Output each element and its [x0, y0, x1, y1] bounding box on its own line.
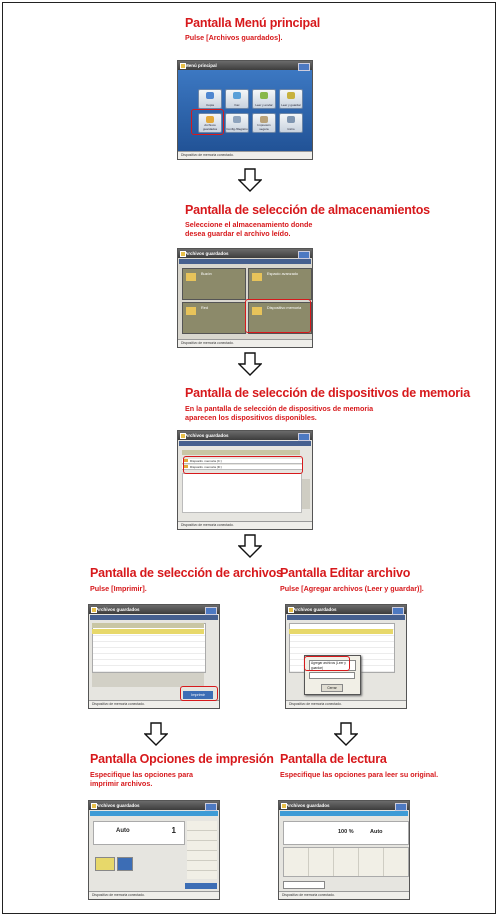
highlight-memory-device: [245, 299, 311, 333]
add-files-menu-item[interactable]: Agregar archivos (Leer y guardar): [309, 660, 356, 671]
stored-files-tile[interactable]: Archivos guardados: [198, 113, 222, 133]
print-button[interactable]: Imprimir: [183, 691, 213, 699]
edit-menu-item[interactable]: [309, 672, 355, 679]
paper-value: Auto: [116, 828, 130, 834]
step-title-file-select: Pantalla de selección de archivos: [90, 566, 283, 580]
device-list-empty-area: [182, 473, 302, 513]
counter-button[interactable]: [205, 803, 217, 811]
step-instruction-print-line2: imprimir archivos.: [90, 779, 153, 788]
secure-print-tile[interactable]: Impresión segura: [252, 113, 276, 133]
storage-option-advanced[interactable]: Espacio avanzado: [248, 268, 312, 300]
screen-header: Archivos guardados: [178, 431, 312, 440]
scan-store-tile[interactable]: Leer y guardar: [279, 89, 303, 109]
step-title-storage-select: Pantalla de selección de almacenamientos: [185, 203, 430, 217]
paper-value: Auto: [370, 829, 383, 835]
screen-footer: Dispositivo de memoria conectado.: [178, 339, 312, 347]
options-side-buttons[interactable]: [187, 821, 217, 879]
step-title-main-menu: Pantalla Menú principal: [185, 16, 321, 30]
network-icon: [186, 307, 196, 315]
folder-icon: [180, 433, 186, 439]
screen-strip: [90, 615, 218, 620]
screen-strip: [280, 811, 408, 816]
step-instruction-print-line1: Especifique las opciones para: [90, 770, 194, 779]
home-icon: [180, 63, 186, 69]
screen-header: Archivos guardados: [89, 801, 219, 810]
counter-button[interactable]: [298, 251, 310, 259]
highlight-print-button: [180, 686, 218, 701]
scan-store-icon: [287, 92, 295, 99]
screen-footer: Dispositivo de memoria conectado.: [89, 700, 219, 708]
printer-icon: [260, 116, 268, 123]
step-title-scan: Pantalla de lectura: [280, 752, 387, 766]
highlight-device-list: [183, 456, 303, 474]
scan-screen: [278, 800, 410, 900]
highlight-stored-files: [191, 109, 224, 135]
counter-button[interactable]: [395, 803, 407, 811]
step-title-print-options: Pantalla Opciones de impresión: [90, 752, 274, 766]
copy-icon: [206, 92, 214, 99]
screen-footer: Dispositivo de memoria conectado.: [279, 891, 409, 899]
scrollbar[interactable]: [302, 479, 310, 509]
file-actions-bar: [92, 673, 204, 687]
counter-button[interactable]: [298, 63, 310, 71]
gear-icon: [233, 116, 241, 123]
device-row[interactable]: Dispositiv. memoria (D:): [182, 465, 302, 470]
screen-header: Archivos guardados: [286, 605, 406, 614]
down-arrow-icon: [334, 722, 358, 746]
finishing-button[interactable]: [117, 857, 133, 871]
down-arrow-icon: [144, 722, 168, 746]
copy-tile[interactable]: Copia: [198, 89, 222, 109]
step-instruction-storage-line2: desea guardar el archivo leído.: [185, 229, 291, 238]
advanced-space-icon: [252, 273, 262, 281]
down-arrow-icon: [238, 168, 262, 192]
memory-device-screen: [177, 430, 313, 530]
step-title-memory-device: Pantalla de selección de dispositivos de memoria: [185, 386, 470, 400]
zoom-value: 100 %: [338, 829, 354, 835]
folder-icon: [180, 251, 186, 257]
copies-value: 1: [171, 826, 176, 835]
device-list-header: [182, 450, 300, 455]
screen-footer: Dispositivo de memoria conectado.: [89, 891, 219, 899]
file-name-button[interactable]: [283, 881, 325, 889]
home-tile[interactable]: Inicio: [279, 113, 303, 133]
fax-icon: [233, 92, 241, 99]
screen-header: Archivos guardados: [279, 801, 409, 810]
box-icon: [186, 273, 196, 281]
device-row[interactable]: Dispositiv. memoria (C:): [182, 459, 302, 464]
step-title-edit-file: Pantalla Editar archivo: [280, 566, 411, 580]
counter-button[interactable]: [205, 607, 217, 615]
screen-footer: Dispositivo de memoria conectado.: [178, 521, 312, 529]
selected-file-row[interactable]: [92, 629, 204, 634]
duplex-button[interactable]: [95, 857, 115, 871]
folder-icon: [91, 803, 97, 809]
screen-footer: Dispositivo de memoria conectado.: [178, 151, 312, 159]
screen-strip: [179, 259, 311, 264]
screen-header: Archivos guardados: [89, 605, 219, 614]
highlight-add-files: [304, 656, 350, 671]
screen-footer: Dispositivo de memoria conectado.: [286, 700, 406, 708]
settings-tile[interactable]: Config./Registro: [225, 113, 249, 133]
folder-icon: [91, 607, 97, 613]
folder-icon: [288, 607, 294, 613]
print-options-screen: [88, 800, 220, 900]
screen-strip: [90, 811, 218, 816]
step-instruction-scan: Especifique las opciones para leer su original.: [280, 770, 439, 779]
file-list-header: [92, 623, 204, 628]
step-instruction-edit-file: Pulse [Agregar archivos (Leer y guardar)].: [280, 584, 424, 593]
close-button[interactable]: Cerrar: [321, 684, 343, 692]
step-instruction-memory-line2: aparecen los dispositivos disponibles.: [185, 413, 317, 422]
print-settings-panel: [93, 821, 185, 845]
counter-button[interactable]: [298, 433, 310, 441]
storage-select-screen: [177, 248, 313, 348]
step-instruction-file-select: Pulse [Imprimir].: [90, 584, 147, 593]
fax-tile[interactable]: Fax: [225, 89, 249, 109]
home-icon: [287, 116, 295, 123]
scan-send-icon: [260, 92, 268, 99]
storage-option-box[interactable]: Buzón: [182, 268, 246, 300]
screen-header: Menú principal: [178, 61, 312, 70]
screen-header: Archivos guardados: [178, 249, 312, 258]
step-instruction-memory-line1: En la pantalla de selección de dispositivos de memoria: [185, 404, 374, 413]
down-arrow-icon: [238, 534, 262, 558]
selected-file-row[interactable]: [289, 629, 393, 634]
step-instruction-main-menu: Pulse [Archivos guardados].: [185, 33, 283, 42]
screen-strip: [179, 441, 311, 446]
counter-button[interactable]: [392, 607, 404, 615]
folder-icon: [281, 803, 287, 809]
storage-option-network[interactable]: Red: [182, 302, 246, 334]
screen-strip: [287, 615, 405, 620]
scan-settings-panel: [283, 821, 409, 845]
step-instruction-storage-line1: Seleccione el almacenamiento donde: [185, 220, 313, 229]
start-print-button[interactable]: [185, 883, 217, 889]
storage-option-memory[interactable]: Dispositivo memoria: [248, 302, 312, 334]
scan-option-buttons[interactable]: [283, 847, 409, 877]
down-arrow-icon: [238, 352, 262, 376]
scan-send-tile[interactable]: Leer y enviar: [252, 89, 276, 109]
